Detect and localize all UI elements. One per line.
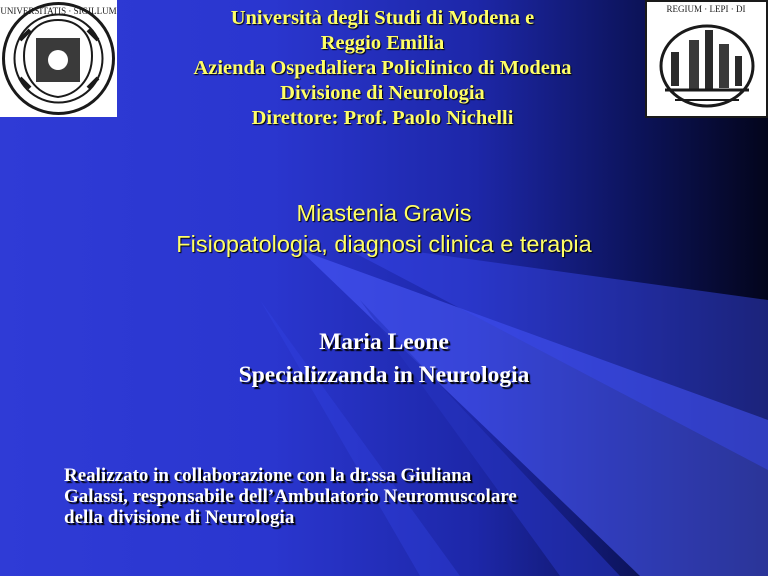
credits-line-1: Realizzato in collaborazione con la dr.ssa Giuliana [64,465,472,486]
author-block [100,326,668,392]
author-name: Maria Leone [319,329,449,355]
university-seal-icon [0,0,117,117]
credits-note [64,465,744,528]
credits-line-3: della divisione di Neurologia [64,507,295,528]
seal-text: UNIVERSITATIS · SIGILLUM [0,6,117,16]
header-region-line: Reggio Emilia [320,32,445,54]
city-engraving-icon [645,0,768,118]
credits-line-2: Galassi, responsabile dell’Ambulatorio Neuromuscolare [64,486,517,507]
author-role: Specializzanda in Neurologia [238,362,530,388]
university-seal-logo [0,0,117,117]
institution-header [130,6,635,131]
title-subtitle: Fisiopatologia, diagnosi clinica e terapia [176,231,592,257]
header-division-line: Divisione di Neurologia [280,82,485,104]
header-director-line: Direttore: Prof. Paolo Nichelli [251,107,514,129]
title-main: Miastenia Gravis [296,200,472,226]
presentation-title [60,198,708,260]
header-hospital-line: Azienda Ospedaliera Policlinico di Modena [193,57,572,79]
city-engraving-logo [645,0,768,118]
engraving-text: REGIUM · LEPI · DI [666,4,746,14]
header-university-line: Università degli Studi di Modena e [230,7,535,29]
